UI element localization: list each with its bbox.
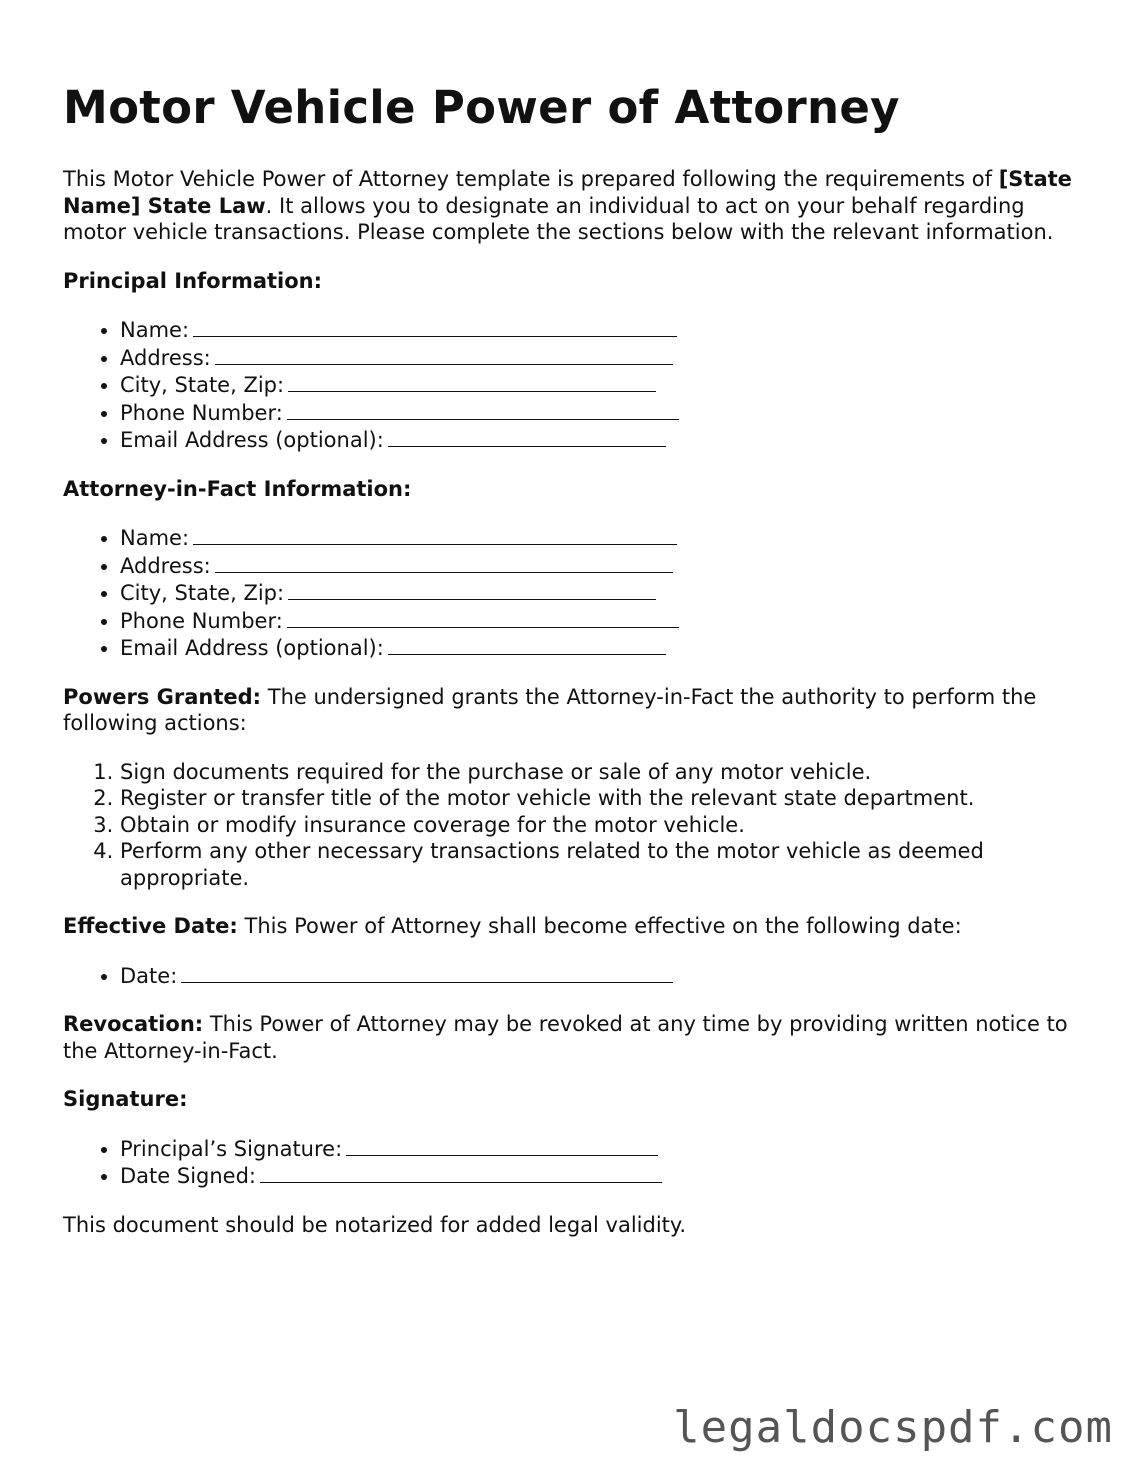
power-item: 4. Perform any other necessary transactions related to the motor vehicle as deemed appropriate. xyxy=(120,838,1073,891)
attorney-fields-list xyxy=(63,524,1073,662)
site-watermark: legaldocspdf.com xyxy=(673,1402,1113,1453)
effective-date-heading: Effective Date: xyxy=(63,914,238,938)
date-signed-blank[interactable] xyxy=(260,1162,662,1183)
principal-name-item xyxy=(120,316,1073,344)
powers-text: The undersigned grants the Attorney-in-Fact the authority to perform the following actions: xyxy=(63,684,1037,735)
field-label: Phone Number: xyxy=(120,400,283,425)
revocation-paragraph xyxy=(63,1011,1073,1064)
effective-date-text: This Power of Attorney shall become effective on the following date: xyxy=(237,914,962,938)
principal-name-blank[interactable] xyxy=(193,316,677,337)
attorney-phone-blank[interactable] xyxy=(287,607,679,628)
principal-phone-blank[interactable] xyxy=(287,399,679,420)
attorney-email-blank[interactable] xyxy=(388,634,666,655)
principal-address-blank[interactable] xyxy=(215,344,673,365)
effective-date-item xyxy=(120,962,1073,990)
field-label: Email Address (optional): xyxy=(120,636,384,660)
attorney-address-blank[interactable] xyxy=(215,552,673,573)
principal-email-item xyxy=(120,426,1073,454)
principal-email-blank[interactable] xyxy=(388,426,666,447)
power-item: 3. Obtain or modify insurance coverage for the motor vehicle. xyxy=(120,812,1073,839)
intro-text-after: . It allows you to designate an individual to act on your behalf regarding motor vehicle transactions. Please complete the sections below with the relevant information. xyxy=(63,193,1054,244)
power-item: 1. Sign documents required for the purchase or sale of any motor vehicle. xyxy=(120,759,1073,786)
principal-address-item xyxy=(120,344,1073,372)
field-label: Name: xyxy=(120,318,190,342)
intro-text-before: This Motor Vehicle Power of Attorney template is prepared following the requirements of xyxy=(63,167,999,191)
signature-fields-list xyxy=(63,1135,1073,1190)
principal-signature-item xyxy=(120,1135,1073,1163)
revocation-text: This Power of Attorney may be revoked at any time by providing written notice to the Attorney-in-Fact. xyxy=(63,1012,1068,1063)
field-label: Principal’s Signature: xyxy=(120,1136,343,1161)
field-label: Phone Number: xyxy=(120,608,283,633)
attorney-city-state-zip-item xyxy=(120,579,1073,607)
attorney-phone-item xyxy=(120,607,1073,635)
principal-fields-list xyxy=(63,316,1073,454)
attorney-name-item xyxy=(120,524,1073,552)
field-label: Address: xyxy=(120,345,211,370)
attorney-heading: Attorney-in-Fact Information: xyxy=(63,476,412,501)
revocation-heading: Revocation: xyxy=(63,1012,204,1036)
effective-date-paragraph xyxy=(63,913,1073,940)
powers-paragraph xyxy=(63,684,1073,737)
intro-paragraph xyxy=(63,166,1073,246)
field-label: Date: xyxy=(120,963,178,988)
field-label: City, State, Zip: xyxy=(120,581,285,605)
effective-date-list xyxy=(63,962,1073,990)
document-title: Motor Vehicle Power of Attorney xyxy=(63,81,900,134)
state-law-reference: [State Name] State Law xyxy=(63,167,1072,218)
powers-heading: Powers Granted: xyxy=(63,684,262,709)
principal-city-state-zip-blank[interactable] xyxy=(288,371,656,392)
field-label: City, State, Zip: xyxy=(120,373,285,397)
document-page xyxy=(63,78,1073,1260)
principal-phone-item xyxy=(120,399,1073,427)
field-label: Name: xyxy=(120,526,190,550)
principal-signature-blank[interactable] xyxy=(346,1135,658,1156)
principal-heading: Principal Information: xyxy=(63,268,323,293)
field-label: Email Address (optional): xyxy=(120,428,384,452)
signature-heading: Signature: xyxy=(63,1087,188,1111)
date-signed-item xyxy=(120,1162,1073,1190)
powers-list xyxy=(63,759,1073,892)
power-item: 2. Register or transfer title of the motor vehicle with the relevant state department. xyxy=(120,785,1073,812)
field-label: Address: xyxy=(120,553,211,578)
attorney-name-blank[interactable] xyxy=(193,524,677,545)
principal-city-state-zip-item xyxy=(120,371,1073,399)
notarization-note: This document should be notarized for added legal validity. xyxy=(63,1212,687,1237)
effective-date-blank[interactable] xyxy=(181,962,673,983)
attorney-city-state-zip-blank[interactable] xyxy=(288,579,656,600)
field-label: Date Signed: xyxy=(120,1164,256,1188)
attorney-email-item xyxy=(120,634,1073,662)
attorney-address-item xyxy=(120,552,1073,580)
